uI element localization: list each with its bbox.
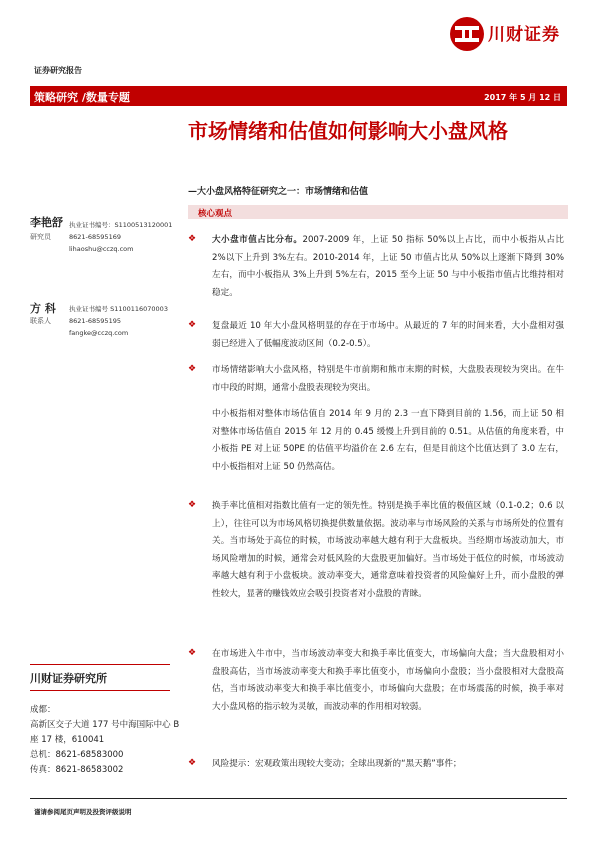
institute-name: 川财证券研究所 bbox=[30, 672, 107, 685]
point-text bbox=[212, 232, 564, 302]
analyst-phone: 8621-68595195 bbox=[69, 317, 121, 325]
footer-disclaimer: 谨请参阅尾页声明及投资评级说明 bbox=[34, 808, 132, 816]
analyst-email[interactable]: fangke@cczq.com bbox=[69, 329, 129, 337]
diamond-bullet-icon: ❖ bbox=[188, 758, 197, 768]
diamond-bullet-icon: ❖ bbox=[188, 234, 197, 244]
diamond-bullet-icon: ❖ bbox=[188, 320, 197, 330]
diamond-bullet-icon: ❖ bbox=[188, 648, 197, 658]
institute-address: 高新区交子大道 177 号中海国际中心 B 座 17 楼，610041 bbox=[30, 720, 180, 745]
header-bar bbox=[30, 86, 567, 106]
analyst-email[interactable]: lihaoshu@cczq.com bbox=[69, 245, 134, 253]
report-date: 2017 年 5 月 12 日 bbox=[484, 93, 561, 102]
analyst-name: 方 科 bbox=[30, 302, 56, 315]
brand-name: 川财证券 bbox=[488, 25, 560, 45]
institute-address-block bbox=[30, 703, 180, 778]
core-views-bar bbox=[188, 205, 568, 219]
institute-city: 成都： bbox=[30, 705, 56, 715]
institute-fax: 传真：8621-86583002 bbox=[30, 765, 124, 775]
point-text: 市场情绪影响大小盘风格，特别是牛市前期和熊市末期的时候，大盘股表现较为突出。在牛市中段的时期，通常小盘股表现较为突出。 bbox=[212, 365, 564, 393]
page-subtitle: —大小盘风格特征研究之一：市场情绪和估值 bbox=[188, 187, 369, 197]
point-text: 复盘最近 10 年大小盘风格明显的存在于市场中。从最近的 7 年的时间来看，大小盘相对强弱已经进入了低幅度波动区间（0.2-0.5）。 bbox=[212, 321, 564, 349]
point-text: 在市场进入牛市中，当市场波动率变大和换手率比值变大，市场偏向大盘；当大盘股相对小盘股高估，当市场波动率变大和换手率比值变小，市场偏向小盘股；当小盘股相对大盘股高估，当市场波动率变大和换手率比值变小，市场偏向大盘股；在市场震荡的时候，换手率对大小盘风格的指示较为灵敏，而波动率的作用相对较弱。 bbox=[212, 649, 564, 712]
page-title: 市场情绪和估值如何影响大小盘风格 bbox=[188, 119, 508, 143]
diamond-bullet-icon: ❖ bbox=[188, 364, 197, 374]
analyst-role: 研究员 bbox=[30, 233, 51, 241]
section-label: 策略研究 /数量专题 bbox=[34, 91, 130, 104]
analyst-role: 联系人 bbox=[30, 317, 51, 325]
point-text: 中小板指相对整体市场估值自 2014 年 9 月的 2.3 一直下降到目前的 1.56，而上证 50 相对整体市场估值自 2015 年 12 月的 0.45 缓慢上升到目前的 0.51。从估值的角度来看，中小板指 PE 对上证 50PE 的估值平均溢价在 2.6 左右，但是目前这个比值达到了 3.0 左右，中小板指相对上证 50 仍然高估。 bbox=[212, 409, 564, 472]
diamond-bullet-icon: ❖ bbox=[188, 500, 197, 510]
point-text: 换手率比值相对指数比值有一定的领先性。特别是换手率比值的极值区域（0.1-0.2；0.6 以上），往往可以为市场风格切换提供数量依据。波动率与市场风险的关系与市场所处的位置有关。当市场处于高位的时候，市场波动率越大越有利于大盘板块。当经期市场波动加大，市场风险增加的时候，通常会对低风险的大盘股更加偏好。当市场处于低位的时候，市场波动率越大越有利于小盘板块。波动率变大，通常意味着投资者的风险偏好上升，而小盘股的弹性较大，显著的赚钱效应会吸引投资者对小盘股的青睐。 bbox=[212, 501, 564, 599]
core-views-label: 核心观点 bbox=[198, 209, 233, 219]
analyst-cert: 执业证书编号：S1100513120001 bbox=[69, 221, 173, 229]
analyst-phone: 8621-68595169 bbox=[69, 233, 121, 241]
institute-tel: 总机：8621-68583000 bbox=[30, 750, 124, 760]
sidebar-divider bbox=[30, 690, 170, 691]
footer-divider bbox=[30, 798, 567, 799]
report-type: 证券研究报告 bbox=[34, 66, 82, 75]
chuancai-logo-icon bbox=[449, 16, 485, 52]
analyst-name: 李艳舒 bbox=[30, 216, 63, 229]
point-text: 风险提示：宏观政策出现较大变动；全球出现新的“黑天鹅”事件； bbox=[212, 759, 462, 769]
analyst-cert: 执业证书编号 S1100116070003 bbox=[69, 305, 168, 313]
point-body: 2007-2009 年，上证 50 指标 50%以上占比，而中小板指从占比 2%以下上升到 3%左右。2010-2014 年，上证 50 市值占比从 50%以上逐渐下降到 30%左右，而中小板指从 3%上升到 5%左右，2015 至今上证 50 与中小板指市值占比维持相对稳定。 bbox=[212, 235, 564, 298]
point-lead: 大小盘市值占比分布。 bbox=[212, 235, 303, 245]
sidebar-divider bbox=[30, 664, 170, 665]
